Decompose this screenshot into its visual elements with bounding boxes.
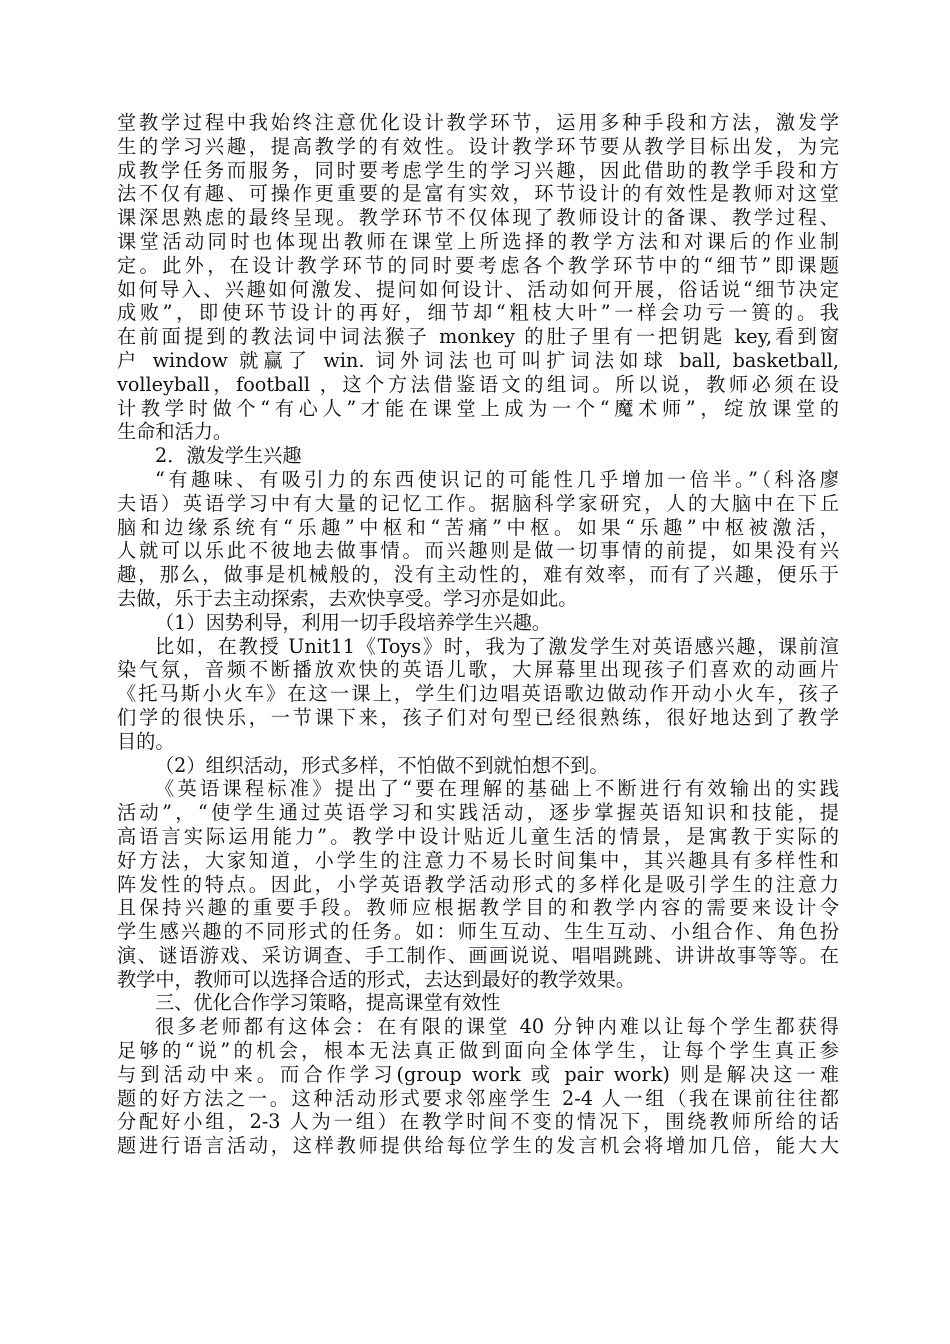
text-line: 题进行语言活动，这样教师提供给每位学生的发言机会将增加几倍，能大大 — [117, 1134, 839, 1158]
text-line: 法不仅有趣、可操作更重要的是富有实效，环节设计的有效性是教师对这堂 — [117, 182, 839, 206]
document-page — [117, 111, 839, 1158]
text-line: 脑和边缘系统有“乐趣”中枢和“苦痛”中枢。如果“乐趣”中枢被激活， — [117, 515, 839, 539]
text-line: 很多老师都有这体会：在有限的课堂 40 分钟内难以让每个学生都获得 — [155, 1015, 839, 1039]
text-line: 染气氛，音频不断播放欢快的英语儿歌，大屏幕里出现孩子们喜欢的动画片 — [117, 658, 839, 682]
text-line: 足够的“说”的机会，根本无法真正做到面向全体学生，让每个学生真正参 — [117, 1039, 839, 1063]
text-line: 且保持兴趣的重要手段。教师应根据教学目的和教学内容的需要来设计令 — [117, 896, 839, 920]
text-line: 计教学时做个“有心人”才能在课堂上成为一个“魔术师”，绽放课堂的 — [117, 396, 839, 420]
text-line: 课堂活动同时也体现出教师在课堂上所选择的教学方法和对课后的作业制 — [117, 229, 839, 253]
paragraph-interest-quote — [117, 468, 839, 611]
paragraph-toys-example — [117, 635, 839, 754]
text-line: 成败”，即使环节设计的再好，细节却“粗枝大叶”一样会功亏一篑的。我 — [117, 301, 839, 325]
text-line: volleyball，football ，这个方法借鉴语文的组词。所以说，教师必须在设 — [117, 372, 839, 396]
text-line: 堂教学过程中我始终注意优化设计教学环节，运用多种手段和方法，激发学 — [117, 111, 839, 134]
text-line: 户 window 就赢了 win. 词外词法也可叫扩词法如球 ball, basketball, — [117, 348, 839, 372]
paragraph-group-work — [117, 1015, 839, 1158]
text-line: 生的学习兴趣，提高教学的有效性。设计教学环节要从教学目标出发，为完 — [117, 134, 839, 158]
subheading-organize-activities: （2）组织活动，形式多样，不怕做不到就怕想不到。 — [155, 753, 609, 777]
text-line: 趣，那么，做事是机械般的，没有主动性的，难有效率，而有了兴趣，便乐于 — [117, 563, 839, 587]
text-line: 们学的很快乐，一节课下来，孩子们对句型已经很熟练，很好地达到了教学 — [117, 705, 839, 729]
text-line: 阵发性的特点。因此，小学英语教学活动形式的多样化是吸引学生的注意力 — [117, 872, 839, 896]
paragraph-optimize-teaching-steps — [117, 111, 839, 444]
text-line: 定。此外，在设计教学环节的同时要考虑各个教学环节中的“细节”即课题 — [117, 253, 839, 277]
text-line: 人就可以乐此不彼地去做事情。而兴趣则是做一切事情的前提，如果没有兴 — [117, 539, 839, 563]
text-line: 《英语课程标准》提出了“要在理解的基础上不断进行有效输出的实践 — [155, 777, 839, 801]
text-line: 如何导入、兴趣如何激发、提问如何设计、活动如何开展，俗话说“细节决定 — [117, 277, 839, 301]
section-heading-interest: 2．激发学生兴趣 — [155, 444, 302, 468]
section-heading-cooperative-learning: 三、优化合作学习策略，提高课堂有效性 — [155, 991, 501, 1015]
text-line: 生命和活力。 — [117, 420, 233, 444]
text-line: 教学中，教师可以选择合适的形式，去达到最好的教学效果。 — [117, 967, 636, 991]
text-line: 好方法，大家知道，小学生的注意力不易长时间集中，其兴趣具有多样性和 — [117, 848, 839, 872]
text-line: 夫语）英语学习中有大量的记忆工作。据脑科学家研究，人的大脑中在下丘 — [117, 491, 839, 515]
text-line: 高语言实际运用能力”。教学中设计贴近儿童生活的情景，是寓教于实际的 — [117, 824, 839, 848]
text-line: 去做，乐于去主动探索，去欢快享受。学习亦是如此。 — [117, 586, 578, 610]
text-line: 《托马斯小火车》在这一课上，学生们边唱英语歌边做动作开动小火车，孩子 — [117, 682, 839, 706]
text-line: “有趣味、有吸引力的东西使识记的可能性几乎增加一倍半。”（科洛廖 — [155, 467, 839, 491]
text-line: 在前面提到的教法词中词法猴子 monkey 的肚子里有一把钥匙 key,看到窗 — [117, 325, 839, 349]
text-line: 课深思熟虑的最终呈现。教学环节不仅体现了教师设计的备课、教学过程、 — [117, 206, 839, 230]
text-line: 学生感兴趣的不同形式的任务。如：师生互动、生生互动、小组合作、角色扮 — [117, 920, 839, 944]
text-line: 分配好小组，2-3 人为一组）在教学时间不变的情况下，围绕教师所给的话 — [117, 1110, 839, 1134]
text-line: 演、谜语游戏、采访调查、手工制作、画画说说、唱唱跳跳、讲讲故事等等。在 — [117, 943, 839, 967]
paragraph-curriculum-standard — [117, 777, 839, 991]
text-line: 与到活动中来。而合作学习(group work 或 pair work) 则是解决这一难 — [117, 1062, 839, 1086]
subheading-guide-interest: （1）因势利导，利用一切手段培养学生兴趣。 — [155, 610, 551, 634]
text-line: 目的。 — [117, 729, 175, 753]
text-line: 比如，在教授 Unit11《Toys》时，我为了激发学生对英语感兴趣，课前渲 — [155, 634, 839, 658]
text-line: 题的好方法之一。这种活动形式要求邻座学生 2-4 人一组（我在课前往往都 — [117, 1086, 839, 1110]
text-line: 成教学任务而服务，同时要考虑学生的学习兴趣，因此借助的教学手段和方 — [117, 158, 839, 182]
text-line: 活动”，“使学生通过英语学习和实践活动，逐步掌握英语知识和技能，提 — [117, 801, 839, 825]
